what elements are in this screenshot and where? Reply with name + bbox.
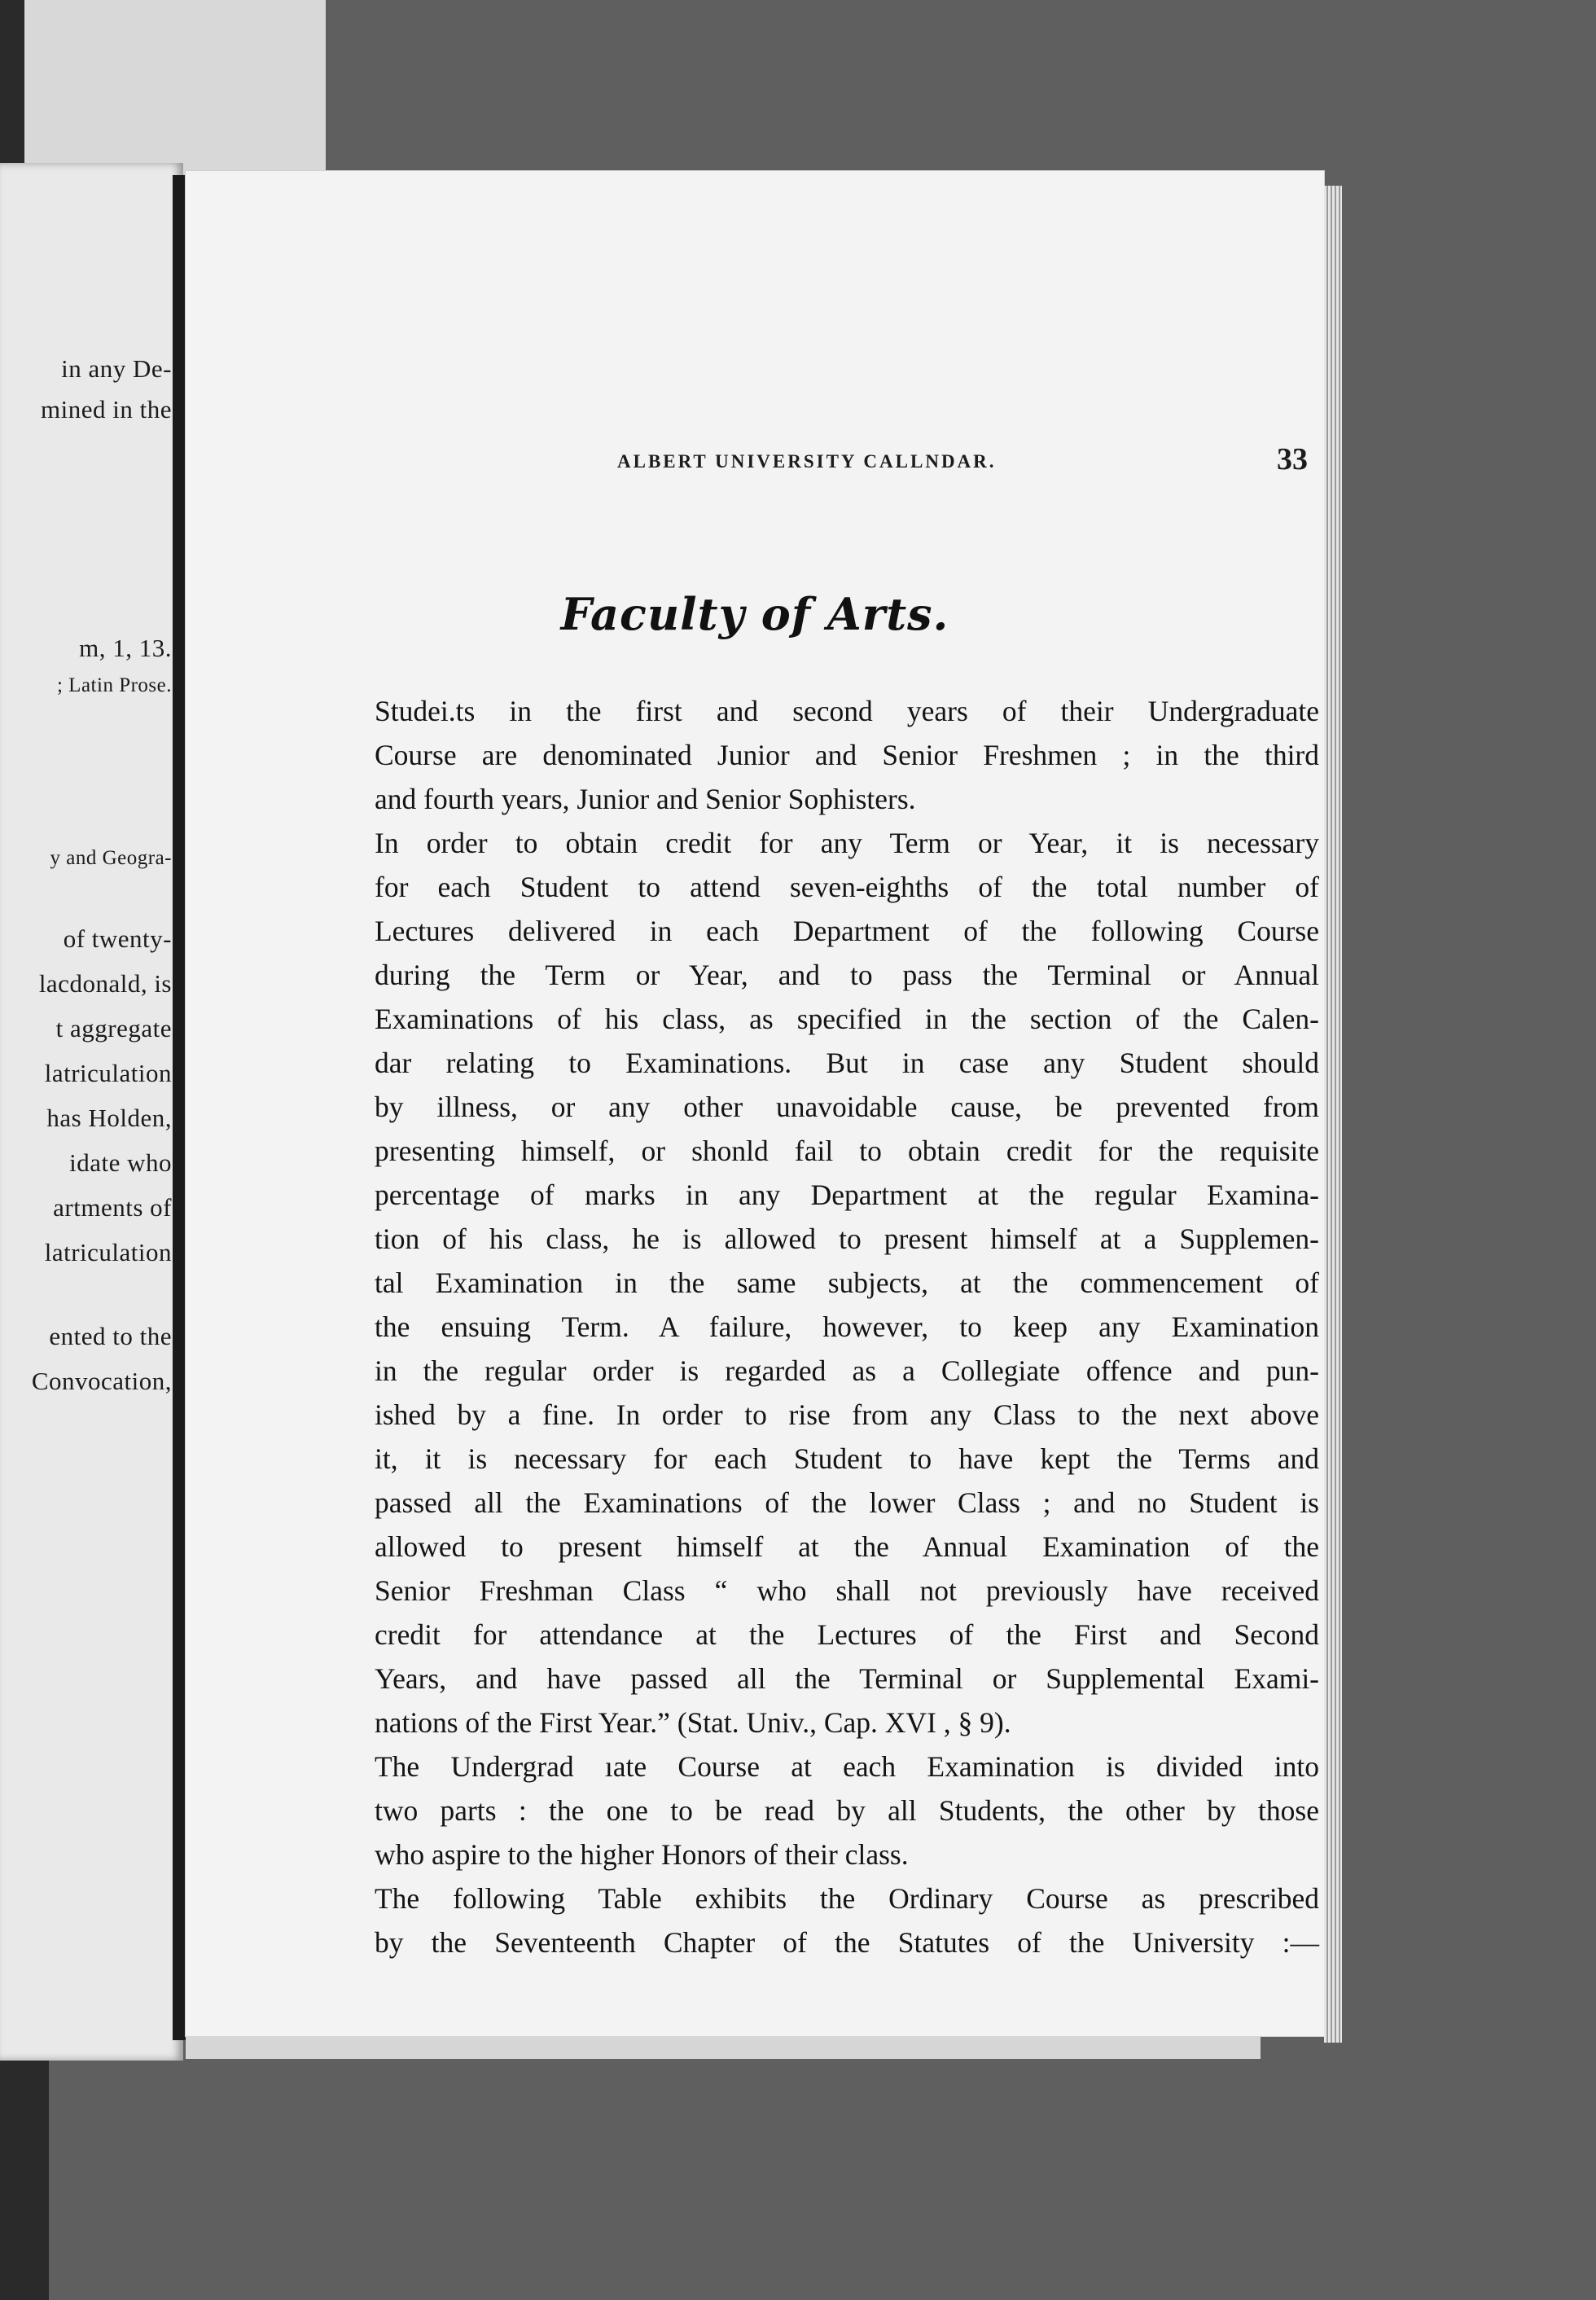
left-line: idate who <box>69 1148 172 1177</box>
text-line: ished by a fine. In order to rise from any Class to the next above <box>375 1398 1319 1431</box>
text-line: it, it is necessary for each Student to have kept the Terms and <box>375 1442 1319 1475</box>
left-line: m, 1, 13. <box>79 634 172 662</box>
text-line: who aspire to the higher Honors of their class. <box>375 1838 909 1871</box>
left-page-fragment <box>0 163 183 2061</box>
left-line: in any De- <box>61 354 172 383</box>
text-line: and fourth years, Junior and Senior Sophisters. <box>375 783 916 815</box>
text-line: two parts : the one to be read by all Students, the other by those <box>375 1794 1319 1827</box>
page-shadow <box>186 2036 1261 2059</box>
text-line: The Undergrad ıate Course at each Examination is divided into <box>375 1750 1319 1783</box>
left-line: latriculation <box>44 1238 172 1266</box>
text-line: The following Table exhibits the Ordinary Course as prescribed <box>375 1882 1319 1915</box>
left-line: lacdonald, is <box>38 969 172 998</box>
text-line: by illness, or any other unavoidable cause, be prevented from <box>375 1091 1319 1123</box>
left-line: mined in the <box>41 395 172 424</box>
text-line: nations of the First Year.” (Stat. Univ., Cap. XVI , § 9). <box>375 1706 1011 1739</box>
text-line: tal Examination in the same subjects, at the commencement of <box>375 1266 1319 1299</box>
page-number: 33 <box>1277 442 1308 476</box>
text-line: Senior Freshman Class “ who shall not previously have received <box>375 1574 1319 1607</box>
text-line: tion of his class, he is allowed to present himself at a Supplemen- <box>375 1222 1319 1255</box>
left-line: has Holden, <box>46 1104 172 1132</box>
left-line: ented to the <box>49 1322 172 1350</box>
text-line: Examinations of his class, as specified in the section of the Calen- <box>375 1003 1319 1035</box>
text-line: Lectures delivered in each Department of the following Course <box>375 915 1319 947</box>
book-cloth <box>24 0 326 187</box>
text-line: credit for attendance at the Lectures of the First and Second <box>375 1618 1319 1651</box>
text-line: the ensuing Term. A failure, however, to keep any Examination <box>375 1310 1319 1343</box>
text-line: for each Student to attend seven-eighths of the total number of <box>375 871 1319 903</box>
left-line: Convocation, <box>31 1367 172 1395</box>
page-edge <box>1324 186 1342 2043</box>
left-line: y and Geogra- <box>50 847 172 869</box>
text-line: in the regular order is regarded as a Collegiate offence and pun- <box>375 1354 1319 1387</box>
left-line: t aggregate <box>55 1014 172 1042</box>
page <box>186 171 1324 2036</box>
text-line: by the Seventeenth Chapter of the Statutes of the University :— <box>375 1926 1319 1959</box>
left-line: ; Latin Prose. <box>56 674 172 696</box>
text-line: Course are denominated Junior and Senior Freshmen ; in the third <box>375 739 1319 771</box>
left-line: artments of <box>53 1193 172 1222</box>
text-line: Years, and have passed all the Terminal or Supplemental Exami- <box>375 1662 1319 1695</box>
running-head: ALBERT UNIVERSITY CALLNDAR. <box>617 451 997 472</box>
text-line: In order to obtain credit for any Term or Year, it is necessary <box>375 827 1319 859</box>
text-line: allowed to present himself at the Annual Examination of the <box>375 1530 1319 1563</box>
text-line: dar relating to Examinations. But in case any Student should <box>375 1047 1319 1079</box>
text-line: percentage of marks in any Department at the regular Examina- <box>375 1179 1319 1211</box>
text-line: Studei.ts in the first and second years of their Undergraduate <box>375 695 1319 727</box>
left-line: latriculation <box>44 1059 172 1087</box>
text-line: presenting himself, or shonld fail to obtain credit for the requisite <box>375 1135 1319 1167</box>
text-line: passed all the Examinations of the lower Class ; and no Student is <box>375 1486 1319 1519</box>
text-line: during the Term or Year, and to pass the Terminal or Annual <box>375 959 1319 991</box>
section-title: Faculty of Arts. <box>560 588 949 640</box>
left-line: of twenty- <box>63 924 172 953</box>
